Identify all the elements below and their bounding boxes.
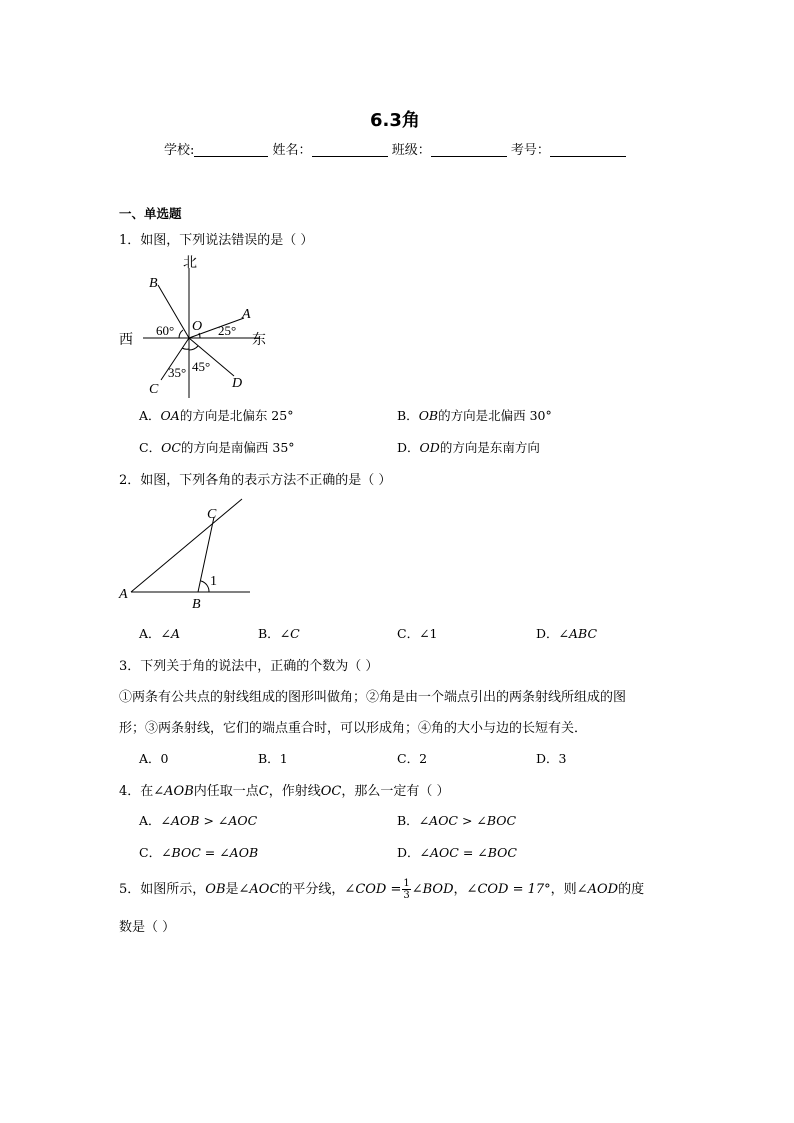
- question-2-option-b[interactable]: [258, 624, 300, 642]
- stem-text: 的平分线，: [279, 882, 345, 897]
- stem-text: ，作射线: [268, 784, 321, 799]
- stem-math: ∠COD = 17°: [466, 882, 551, 897]
- school-label: 学校:: [164, 143, 195, 158]
- question-4-option-c[interactable]: [139, 843, 258, 861]
- question-3-option-a[interactable]: [139, 749, 168, 767]
- section-title: 一、单选题: [119, 206, 182, 221]
- option-letter: C．: [397, 751, 420, 766]
- question-1-figure: [116, 250, 276, 400]
- option-text: 1: [279, 751, 288, 766]
- label-O: O: [192, 319, 203, 334]
- question-4-stem: [119, 780, 450, 799]
- option-letter: C．: [139, 845, 162, 860]
- question-2-option-d[interactable]: [536, 624, 597, 642]
- label-D: D: [232, 376, 243, 391]
- stem-text: 的度: [618, 882, 645, 897]
- question-2-figure: [116, 495, 256, 613]
- option-text: 0: [160, 751, 169, 766]
- question-4-option-d[interactable]: [397, 843, 517, 861]
- angle-1-arc: [201, 581, 209, 592]
- stem-math: ∠AOC: [238, 882, 280, 897]
- option-text: ∠BOC = ∠AOB: [161, 845, 259, 860]
- label-60: 60°: [156, 323, 175, 338]
- name-field[interactable]: [312, 142, 388, 157]
- fraction-one-third: [402, 878, 410, 901]
- option-letter: D．: [397, 440, 420, 455]
- stem-math: C: [258, 784, 269, 799]
- label-west: 西: [119, 333, 133, 348]
- question-1-option-a[interactable]: [139, 406, 293, 424]
- option-text: 的方向是南偏西 35°: [180, 440, 295, 455]
- stem-text: ，: [453, 882, 467, 897]
- question-3-body-line-1: ①两条有公共点的射线组成的图形叫做角；②角是由一个端点引出的两条射线所组成的图: [119, 690, 627, 705]
- option-letter: B．: [258, 626, 280, 641]
- label-C: C: [149, 382, 159, 397]
- option-letter: B．: [397, 408, 419, 423]
- label-A: A: [119, 587, 128, 602]
- stem-math: ∠AOD: [576, 882, 619, 897]
- class-label: 班级：: [391, 143, 431, 158]
- option-var: OD: [419, 440, 440, 455]
- question-2-stem: 2．如图，下列各角的表示方法不正确的是（ ）: [119, 473, 392, 488]
- question-3-option-d[interactable]: [536, 749, 566, 767]
- option-text: ∠ABC: [558, 626, 598, 641]
- question-4-option-a[interactable]: [139, 811, 257, 829]
- line-AC: [131, 499, 242, 592]
- question-1-stem: 1．如图，下列说法错误的是（ ）: [119, 233, 314, 248]
- stem-math: ∠AOB: [153, 784, 194, 799]
- label-north: 北: [183, 256, 197, 271]
- exam-no-field[interactable]: [550, 142, 626, 157]
- question-5-stem-line-2: 数是（ ）: [119, 920, 176, 935]
- question-5-stem: [119, 878, 644, 901]
- option-letter: D．: [536, 751, 559, 766]
- question-4-option-b[interactable]: [397, 811, 516, 829]
- option-letter: A．: [139, 751, 161, 766]
- stem-text: ，那么一定有（ ）: [341, 784, 450, 799]
- option-letter: B．: [397, 813, 419, 828]
- option-letter: A．: [139, 813, 161, 828]
- student-info-line: [164, 139, 626, 158]
- option-letter: B．: [258, 751, 280, 766]
- label-B: B: [149, 276, 158, 291]
- stem-math: OB: [205, 882, 226, 897]
- stem-math: ∠COD =: [344, 882, 402, 897]
- option-letter: D．: [397, 845, 420, 860]
- label-25: 25°: [218, 323, 237, 338]
- question-3-option-b[interactable]: [258, 749, 288, 767]
- label-A: A: [242, 307, 251, 322]
- question-1-option-d[interactable]: [397, 438, 540, 456]
- stem-text: ，则: [550, 882, 577, 897]
- option-text: ∠1: [419, 626, 438, 641]
- option-text: ∠AOC > ∠BOC: [418, 813, 517, 828]
- stem-math: ∠BOD: [411, 882, 454, 897]
- option-text: ∠AOB > ∠AOC: [160, 813, 258, 828]
- angle-arc-60: [179, 330, 183, 338]
- option-var: OA: [160, 408, 180, 423]
- option-text: 的方向是东南方向: [439, 440, 540, 455]
- option-var: OC: [161, 440, 181, 455]
- angle-arc-45: [189, 346, 198, 350]
- option-letter: C．: [397, 626, 420, 641]
- option-letter: C．: [139, 440, 162, 455]
- question-3-stem: 3．下列关于角的说法中，正确的个数为（ ）: [119, 659, 379, 674]
- option-letter: D．: [536, 626, 559, 641]
- option-text: ∠C: [279, 626, 300, 641]
- stem-text: 内任取一点: [193, 784, 259, 799]
- question-3-option-c[interactable]: [397, 749, 427, 767]
- label-C: C: [207, 507, 217, 522]
- label-east: 东: [252, 333, 266, 348]
- question-3-body-line-2: 形；③两条射线，它们的端点重合时，可以形成角；④角的大小与边的长短有关．: [119, 721, 588, 736]
- option-letter: A．: [139, 626, 161, 641]
- label-45: 45°: [192, 359, 211, 374]
- question-2-option-a[interactable]: [139, 624, 180, 642]
- option-var: OB: [418, 408, 439, 423]
- label-35: 35°: [168, 365, 187, 380]
- angle-arc-35: [182, 348, 189, 349]
- option-text: 的方向是北偏西 30°: [438, 408, 552, 423]
- option-text: 2: [419, 751, 428, 766]
- option-letter: A．: [139, 408, 161, 423]
- exam-no-label: 考号：: [510, 143, 550, 158]
- question-2-option-c[interactable]: [397, 624, 438, 642]
- fraction-denominator: 3: [403, 890, 410, 901]
- label-1: 1: [210, 574, 217, 589]
- school-field[interactable]: [194, 142, 268, 157]
- stem-text: 5．如图所示，: [119, 882, 206, 897]
- fraction-numerator: 1: [403, 878, 410, 889]
- stem-text: 4．在: [119, 784, 154, 799]
- label-B: B: [192, 597, 201, 612]
- option-text: ∠AOC = ∠BOC: [419, 845, 517, 860]
- option-text: 的方向是北偏东 25°: [179, 408, 294, 423]
- stem-text: 是: [225, 882, 239, 897]
- page-title: 6.3角: [370, 110, 420, 131]
- question-1-option-b[interactable]: [397, 406, 552, 424]
- option-text: ∠A: [160, 626, 181, 641]
- class-field[interactable]: [431, 142, 507, 157]
- question-1-option-c[interactable]: [139, 438, 295, 456]
- name-label: 姓名：: [272, 143, 312, 158]
- stem-math: OC: [320, 784, 342, 799]
- option-text: 3: [558, 751, 567, 766]
